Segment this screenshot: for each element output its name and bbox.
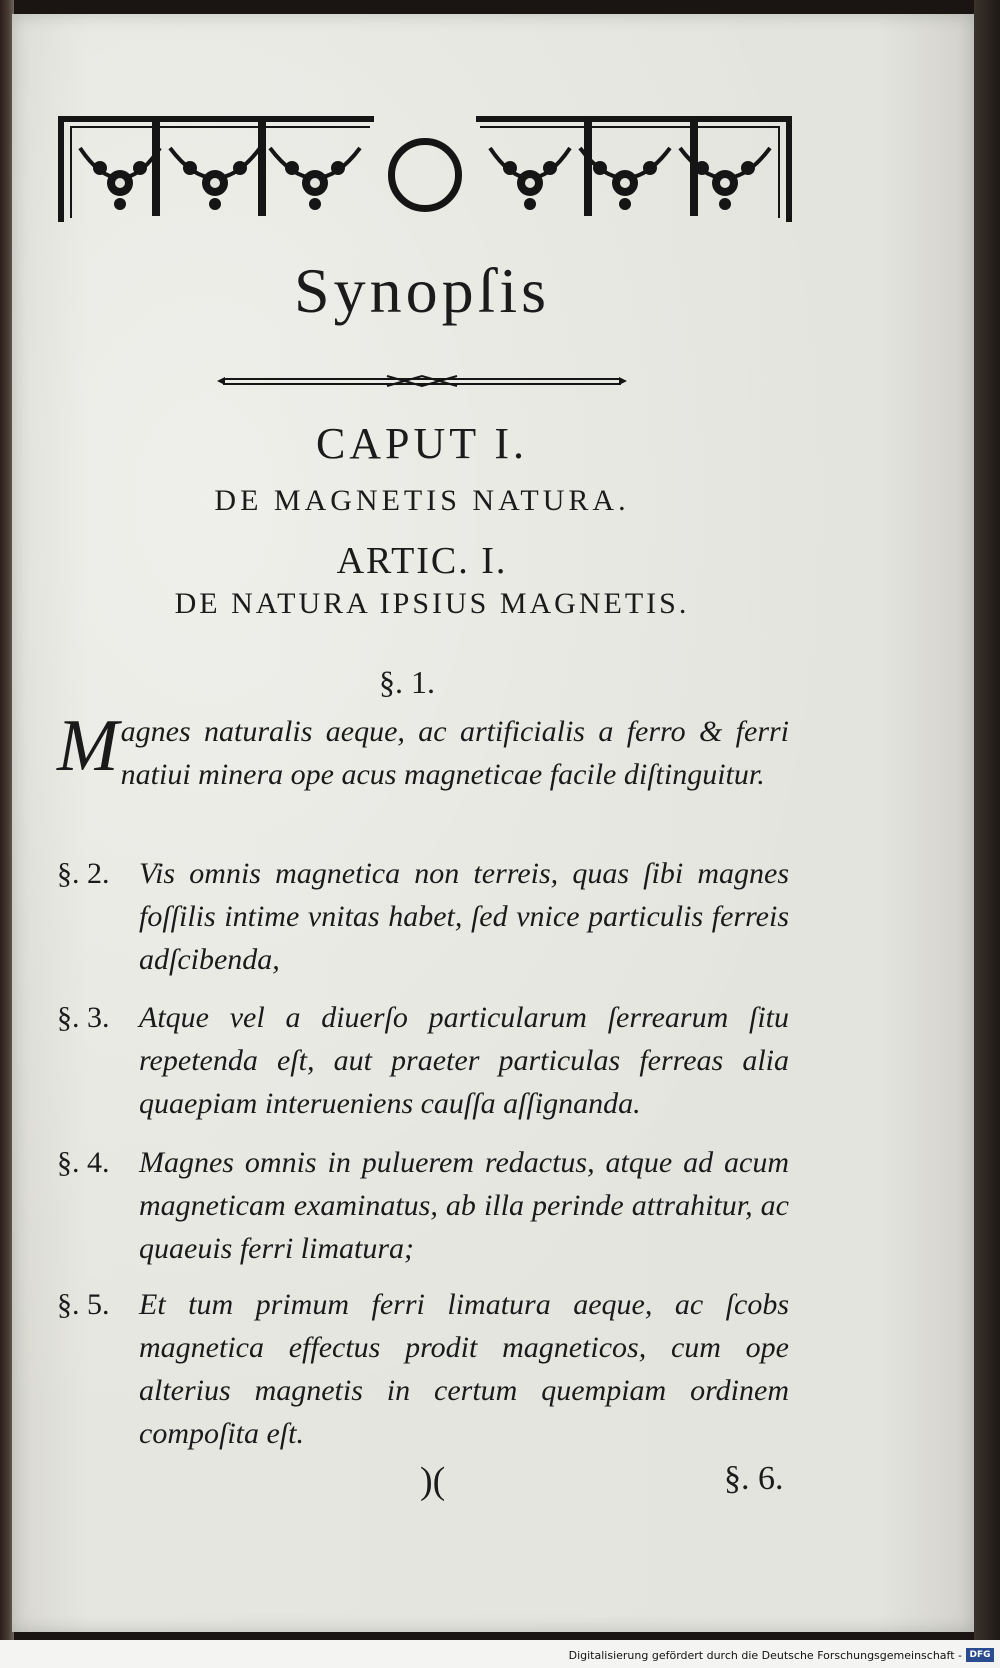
book-right-edge bbox=[974, 0, 1000, 1640]
paragraph-text: Magnes omnis in puluerem redactus, atque ad acum magneticam examinatus, ab illa perinde attrahitur, ac quaeuis ferri limatura; bbox=[139, 1146, 789, 1265]
paragraph-text: Atque vel a diuerſo particularum ſerrearum ſitu repetenda eſt, aut praeter particulas ferreas alia quaepiam interueniens cauſſa aſſignanda. bbox=[139, 1001, 789, 1120]
chapter-heading: CAPUT I. bbox=[315, 419, 529, 468]
section-number: §. 3. bbox=[57, 1001, 110, 1034]
section-number: §. 5. bbox=[57, 1288, 110, 1321]
article-heading: ARTIC. I. bbox=[336, 540, 508, 582]
header-ornament bbox=[58, 116, 792, 220]
paragraph-3 bbox=[57, 996, 789, 1125]
section-heading: §. 1. bbox=[379, 664, 435, 700]
catchword: §. 6. bbox=[724, 1460, 784, 1497]
page-title: Synopſis bbox=[293, 255, 551, 326]
flower-garland-right-icon bbox=[480, 138, 780, 218]
paragraph-4 bbox=[57, 1141, 789, 1270]
section-number: §. 2. bbox=[57, 857, 110, 890]
paragraph-1 bbox=[57, 705, 789, 796]
footer-credit: Digitalisierung gefördert durch die Deutsche Forschungsgemeinschaft - bbox=[568, 1649, 962, 1662]
ornament-ring-icon bbox=[388, 138, 462, 212]
article-subtitle: DE NATURA IPSIUS MAGNETIS. bbox=[174, 587, 690, 620]
section-number: §. 4. bbox=[57, 1146, 110, 1179]
paragraph-text: agnes naturalis aeque, ac artificialis a ferro & ferri natiui minera ope acus magneticae facile diſtinguitur. bbox=[120, 715, 789, 791]
flower-garland-left-icon bbox=[70, 138, 370, 218]
paragraph-5 bbox=[57, 1283, 789, 1455]
paragraph-2 bbox=[57, 852, 789, 981]
book-page bbox=[12, 14, 974, 1632]
decorative-rule-icon bbox=[217, 374, 627, 388]
dfg-logo: DFG bbox=[966, 1648, 994, 1662]
chapter-subtitle: DE MAGNETIS NATURA. bbox=[214, 484, 630, 517]
paragraph-text: Et tum primum ferri limatura aeque, ac ſcobs magnetica effectus prodit magneticos, cum ope alterius magnetis in certum quempiam ordinem compoſita eſt. bbox=[139, 1288, 789, 1450]
drop-cap: M bbox=[57, 705, 119, 787]
signature-mark: )( bbox=[420, 1460, 446, 1502]
paragraph-text: Vis omnis magnetica non terreis, quas ſibi magnes foſſilis intime vnitas habet, ſed vnice particulis ferreis adſcibenda, bbox=[139, 857, 789, 976]
